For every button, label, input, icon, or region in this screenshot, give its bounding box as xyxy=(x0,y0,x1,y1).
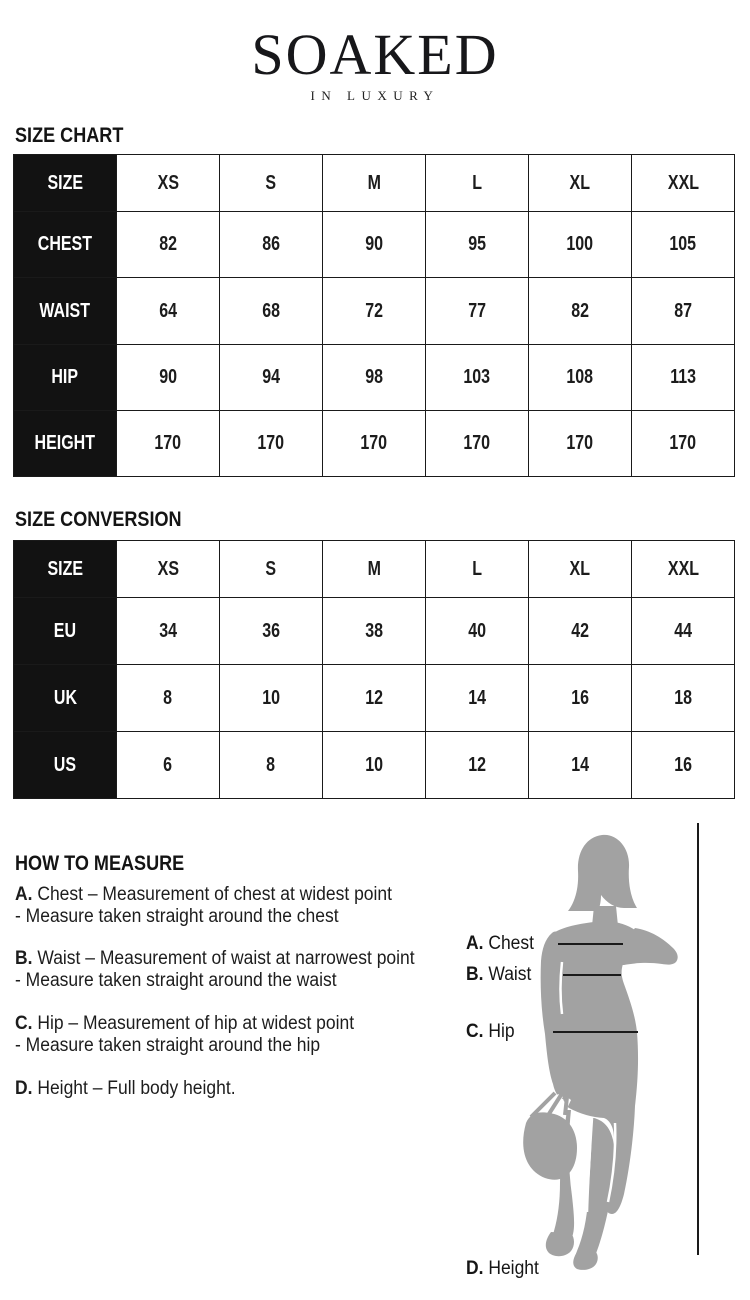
value-cell: 170 xyxy=(220,411,323,477)
value-cell: 170 xyxy=(426,411,529,477)
value-cell: 87 xyxy=(632,278,735,345)
table-row xyxy=(14,665,735,732)
size-col-header: XXL xyxy=(632,541,735,598)
value-cell: 42 xyxy=(529,598,632,665)
size-col-header: M xyxy=(323,541,426,598)
measure-note: - Measure taken straight around the chest xyxy=(15,906,339,927)
value-cell: 72 xyxy=(323,278,426,345)
measure-item-height xyxy=(15,1078,475,1100)
value-cell: 16 xyxy=(632,732,735,799)
size-col-header: L xyxy=(426,541,529,598)
measure-note: - Measure taken straight around the waist xyxy=(15,970,337,991)
value-cell: 8 xyxy=(117,665,220,732)
value-cell: 68 xyxy=(220,278,323,345)
value-cell: 170 xyxy=(117,411,220,477)
size-chart-table xyxy=(13,154,735,477)
value-cell: 18 xyxy=(632,665,735,732)
row-header-cell: SIZE xyxy=(14,155,117,212)
value-cell: 95 xyxy=(426,212,529,278)
value-cell: 94 xyxy=(220,345,323,411)
value-cell: 12 xyxy=(426,732,529,799)
table-row xyxy=(14,345,735,411)
size-col-header: XXL xyxy=(632,155,735,212)
how-to-measure-title: HOW TO MEASURE xyxy=(15,852,185,875)
value-cell: 170 xyxy=(529,411,632,477)
value-cell: 82 xyxy=(529,278,632,345)
size-conversion-table xyxy=(13,540,735,799)
value-cell: 16 xyxy=(529,665,632,732)
value-cell: 103 xyxy=(426,345,529,411)
table-row xyxy=(14,411,735,477)
value-cell: 86 xyxy=(220,212,323,278)
table-row xyxy=(14,598,735,665)
figure-label-height: D. Height xyxy=(466,1258,539,1279)
value-cell: 113 xyxy=(632,345,735,411)
woman-front-foot xyxy=(573,1250,597,1270)
table-row xyxy=(14,212,735,278)
value-cell: 170 xyxy=(632,411,735,477)
figure-label-chest: A. Chest xyxy=(466,933,535,954)
measure-line: A. Chest – Measurement of chest at widest point xyxy=(15,884,392,905)
measure-line: D. Height – Full body height. xyxy=(15,1078,236,1099)
measure-item-waist xyxy=(15,948,475,992)
row-header-cell: SIZE xyxy=(14,541,117,598)
size-chart-title: SIZE CHART xyxy=(15,124,124,147)
row-header-cell: UK xyxy=(14,665,117,732)
woman-front-leg xyxy=(575,1118,614,1267)
size-col-header: XS xyxy=(117,541,220,598)
value-cell: 10 xyxy=(323,732,426,799)
size-col-header: XS xyxy=(117,155,220,212)
measure-line: B. Waist – Measurement of waist at narrowest point xyxy=(15,948,415,969)
value-cell: 14 xyxy=(529,732,632,799)
measure-item-chest xyxy=(15,884,475,928)
figure-label-waist: B. Waist xyxy=(466,964,532,985)
row-header-cell: US xyxy=(14,732,117,799)
value-cell: 90 xyxy=(117,345,220,411)
measure-note: - Measure taken straight around the hip xyxy=(15,1035,321,1056)
bag-strap xyxy=(565,1097,567,1115)
row-header-cell: EU xyxy=(14,598,117,665)
value-cell: 170 xyxy=(323,411,426,477)
measure-line: C. Hip – Measurement of hip at widest point xyxy=(15,1013,355,1034)
value-cell: 6 xyxy=(117,732,220,799)
row-header-cell: WAIST xyxy=(14,278,117,345)
row-header-cell: CHEST xyxy=(14,212,117,278)
value-cell: 12 xyxy=(323,665,426,732)
size-conversion-header-row xyxy=(14,541,735,598)
figure-label-hip: C. Hip xyxy=(466,1021,515,1042)
value-cell: 64 xyxy=(117,278,220,345)
value-cell: 98 xyxy=(323,345,426,411)
row-header-cell: HEIGHT xyxy=(14,411,117,477)
size-col-header: XL xyxy=(529,541,632,598)
brand-tagline: IN LUXURY xyxy=(310,88,440,103)
value-cell: 14 xyxy=(426,665,529,732)
value-cell: 82 xyxy=(117,212,220,278)
value-cell: 36 xyxy=(220,598,323,665)
woman-back-foot xyxy=(546,1232,574,1256)
measurement-figure xyxy=(458,818,708,1270)
brand-logo: SOAKED xyxy=(251,22,499,87)
value-cell: 8 xyxy=(220,732,323,799)
value-cell: 77 xyxy=(426,278,529,345)
table-row xyxy=(14,278,735,345)
measure-item-hip xyxy=(15,1013,475,1057)
value-cell: 90 xyxy=(323,212,426,278)
row-header-cell: HIP xyxy=(14,345,117,411)
value-cell: 34 xyxy=(117,598,220,665)
value-cell: 108 xyxy=(529,345,632,411)
value-cell: 40 xyxy=(426,598,529,665)
woman-silhouette xyxy=(568,835,637,911)
value-cell: 44 xyxy=(632,598,735,665)
size-chart-header-row xyxy=(14,155,735,212)
value-cell: 10 xyxy=(220,665,323,732)
size-col-header: XL xyxy=(529,155,632,212)
value-cell: 38 xyxy=(323,598,426,665)
size-conversion-title: SIZE CONVERSION xyxy=(15,508,182,531)
table-row xyxy=(14,732,735,799)
size-col-header: S xyxy=(220,155,323,212)
size-col-header: S xyxy=(220,541,323,598)
value-cell: 105 xyxy=(632,212,735,278)
value-cell: 100 xyxy=(529,212,632,278)
size-col-header: L xyxy=(426,155,529,212)
size-col-header: M xyxy=(323,155,426,212)
